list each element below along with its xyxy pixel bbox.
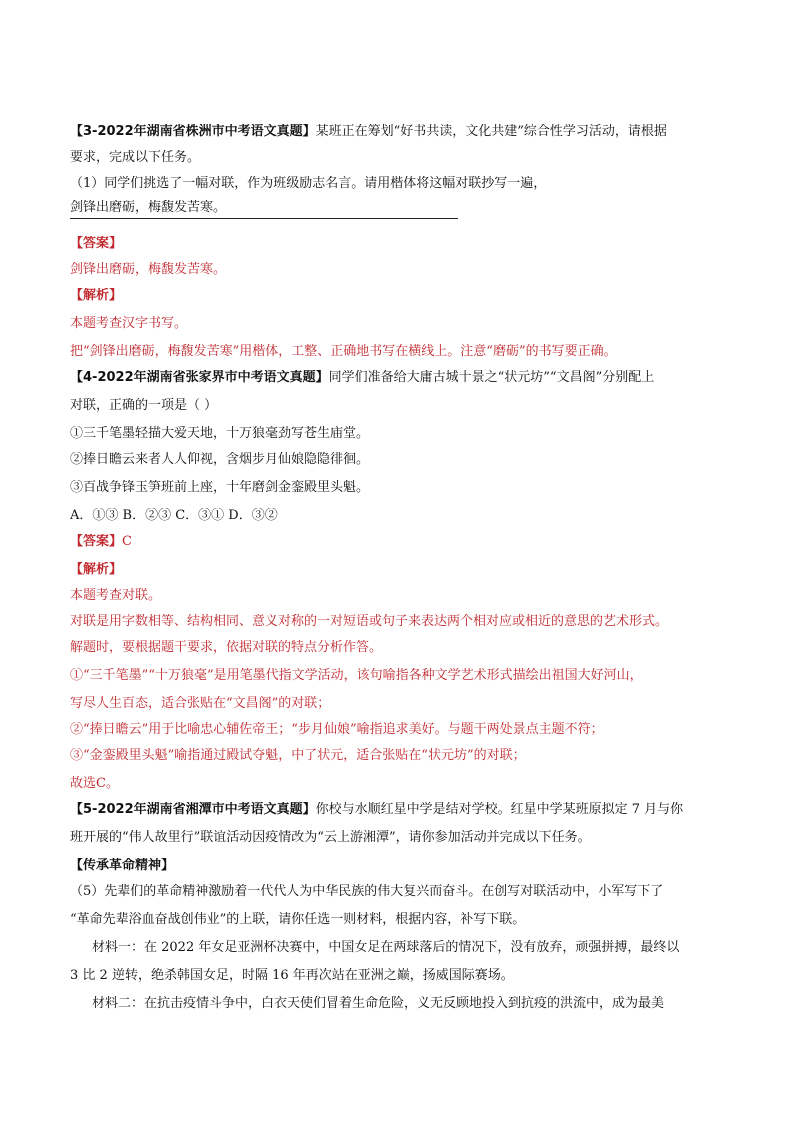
q4-analysis-3: 解题时，要根据题干要求，依据对联的特点分析作答。 xyxy=(70,640,383,655)
q5-material-2-line-1: 材料二：在抗击疫情斗争中，白衣天使们冒着生命危险，义无反顾地投入到抗疫的洪流中，成为最美 xyxy=(92,996,665,1011)
q4-source: 【4-2022年湖南省张家界市中考语文真题】 xyxy=(70,370,329,385)
q4-analysis-4: ①“三千笔墨”“十万狼毫”是用笔墨代指文学活动，该句喻指各种文学艺术形式描绘出祖国大好河山， xyxy=(70,668,643,683)
q4-analysis-6: ②“捧日瞻云”用于比喻忠心辅佐帝王；“步月仙娘”喻指追求美好。与题干两处景点主题不符； xyxy=(70,722,604,737)
q3-analysis-2: 把“剑锋出磨砺，梅馥发苦寒”用楷体，工整、正确地书写在横线上。注意“磨砺”的书写要正确。 xyxy=(70,344,617,359)
q4-analysis-2: 对联是用字数相等、结构相同、意义对称的一对短语或句子来表达两个相对应或相近的意思的艺术形式。 xyxy=(70,614,669,629)
q4-stem-line-1 xyxy=(70,370,730,386)
q3-stem-text-1: 某班正在筹划“好书共读，文化共建”综合性学习活动，请根据 xyxy=(315,124,667,139)
q5-section-title: 【传承革命精神】 xyxy=(70,858,175,873)
q4-analysis-7: ③“金銮殿里头魁”喻指通过殿试夺魁，中了状元，适合张贴在“状元坊”的对联； xyxy=(70,748,526,763)
q5-stem-line-2: 班开展的“伟人故里行”联谊活动因疫情改为“云上游湘潭”，请你参加活动并完成以下任务。 xyxy=(70,830,591,845)
q3-couplet: 剑锋出磨砺，梅馥发苦寒。 xyxy=(70,200,227,215)
q5-stem-line-1 xyxy=(70,802,730,818)
q4-stem-text-1: 同学们准备给大庸古城十景之“状元坊”“文昌阁”分别配上 xyxy=(328,370,655,385)
q4-answer-row xyxy=(70,534,730,550)
q4-analysis-tag: 【解析】 xyxy=(70,562,123,577)
q5-stem-text-1: 你校与水顺红星中学是结对学校。红星中学某班原拟定 7 月与你 xyxy=(315,802,684,817)
q3-analysis-1: 本题考查汉字书写。 xyxy=(70,316,188,331)
q5-source: 【5-2022年湖南省湘潭市中考语文真题】 xyxy=(70,802,316,817)
q3-answer: 剑锋出磨砺，梅馥发苦寒。 xyxy=(70,262,227,277)
q5-material-1-line-2: 3 比 2 逆转，绝杀韩国女足，时隔 16 年再次站在亚洲之巅，扬威国际赛场。 xyxy=(70,968,514,983)
q4-item-2: ②捧日瞻云来者人人仰视，含烟步月仙娘隐隐徘徊。 xyxy=(70,452,370,467)
q3-source: 【3-2022年湖南省株洲市中考语文真题】 xyxy=(70,124,316,139)
q3-subquestion-1: （1）同学们挑选了一幅对联，作为班级励志名言。请用楷体将这幅对联抄写一遍， xyxy=(70,176,547,191)
q4-analysis-8: 故选C。 xyxy=(70,776,119,791)
q4-answer-tag: 【答案】 xyxy=(70,534,123,549)
q5-material-1-line-1: 材料一：在 2022 年女足亚洲杯决赛中，中国女足在两球落后的情况下，没有放弃，顽强拼搏，最终以 xyxy=(92,940,680,955)
q3-stem-line-1 xyxy=(70,124,730,140)
q4-answer: C xyxy=(122,534,132,549)
q3-stem-line-2: 要求，完成以下任务。 xyxy=(70,150,201,165)
q4-options: A．①③ B．②③ C．③① D．③② xyxy=(70,508,278,523)
q4-analysis-1: 本题考查对联。 xyxy=(70,588,162,603)
q4-item-3: ③百战争锋玉笋班前上座，十年磨剑金銮殿里头魁。 xyxy=(70,480,370,495)
q4-item-1: ①三千笔墨轻描大爱天地，十万狼毫劲写苍生庙堂。 xyxy=(70,426,370,441)
q4-stem-line-2: 对联，正确的一项是（ ） xyxy=(70,398,218,413)
q3-answer-tag: 【答案】 xyxy=(70,236,123,251)
q4-analysis-5: 写尽人生百态，适合张贴在“文昌阁”的对联； xyxy=(70,696,331,711)
q3-answer-line xyxy=(70,218,458,219)
q5-subquestion-line-2: “革命先辈浴血奋战创伟业”的上联，请你任选一则材料，根据内容，补写下联。 xyxy=(70,912,526,927)
q5-subquestion-line-1: （5）先辈们的革命精神激励着一代代人为中华民族的伟大复兴而奋斗。在创写对联活动中，小军写下了 xyxy=(70,884,664,899)
q3-analysis-tag: 【解析】 xyxy=(70,288,123,303)
